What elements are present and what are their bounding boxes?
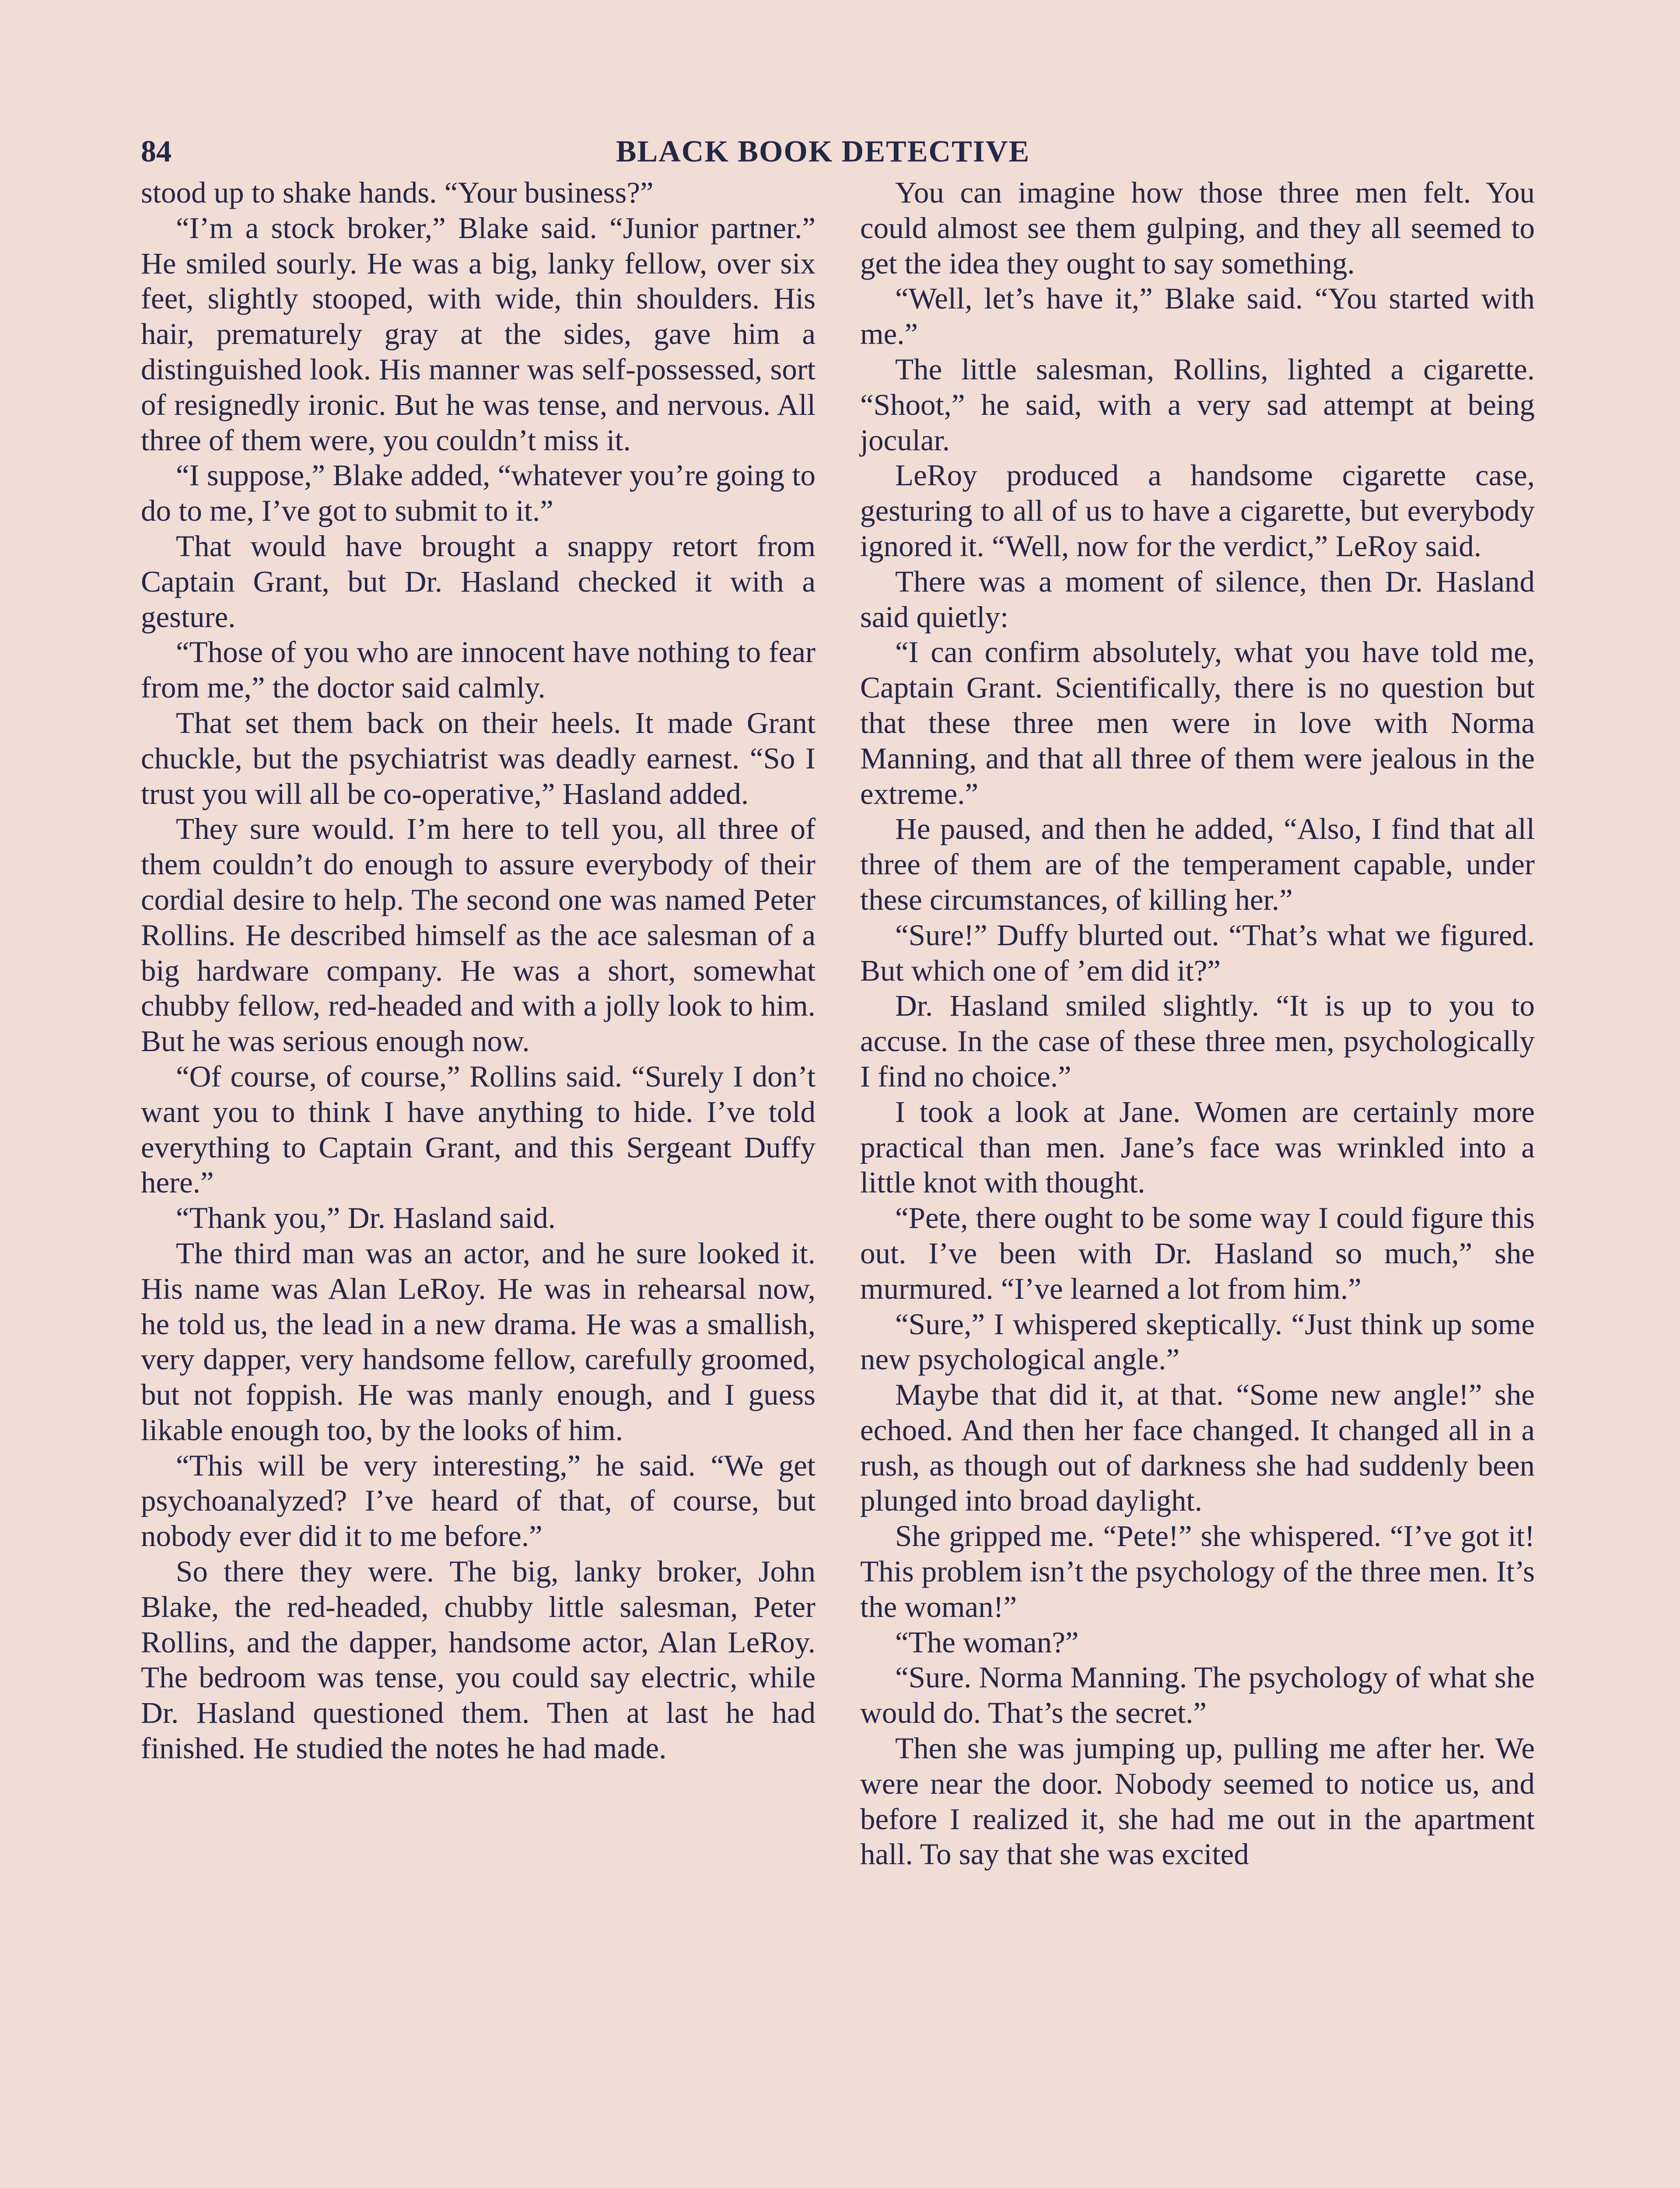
page-number: 84 [141, 135, 172, 168]
page-header [141, 130, 1505, 173]
paragraph: “I’m a stock broker,” Blake said. “Junior partner.” He smiled sourly. He was a big, lanky fellow, over six feet, slightly stooped, with wide, thin shoulders. His hair, prematurely gray at the sides, gave him a distinguished look. His manner was self-possessed, sort of resignedly ironic. But he was tense, and nervous. All three of them were, you couldn’t miss it. [141, 211, 816, 457]
paragraph: “I suppose,” Blake added, “whatever you’re going to do to me, I’ve got to submit to it.” [141, 459, 816, 528]
paragraph: “Of course, of course,” Rollins said. “Surely I don’t want you to think I have anything to hide. I’ve told everything to Captain Grant, and this Sergeant Duffy here.” [141, 1059, 816, 1199]
paragraph: So there they were. The big, lanky broker, John Blake, the red-headed, chubby little salesman, Peter Rollins, and the dapper, handsome actor, Alan LeRoy. The bedroom was tense, you could say electric, while Dr. Hasland questioned them. Then at last he had finished. He studied the notes he had made. [141, 1555, 816, 1765]
paragraph: “Sure,” I whispered skeptically. “Just think up some new psychological angle.” [860, 1307, 1535, 1376]
paragraph: The third man was an actor, and he sure looked it. His name was Alan LeRoy. He was in rehearsal now, he told us, the lead in a new drama. He was a smallish, very dapper, very handsome fellow, carefully groomed, but not foppish. He was manly enough, and I guess likable enough too, by the looks of him. [141, 1236, 816, 1447]
paragraph: She gripped me. “Pete!” she whispered. “I’ve got it! This problem isn’t the psychology of the three men. It’s the woman!” [860, 1519, 1535, 1623]
paragraph: “Pete, there ought to be some way I could figure this out. I’ve been with Dr. Hasland so much,” she murmured. “I’ve learned a lot from him.” [860, 1201, 1535, 1305]
paragraph: “Well, let’s have it,” Blake said. “You started with me.” [860, 282, 1535, 351]
paragraph: Then she was jumping up, pulling me after her. We were near the door. Nobody seemed to notice us, and before I realized it, she had me out in the apartment hall. To say that she was excited [860, 1732, 1535, 1871]
paragraph: “Sure!” Duffy blurted out. “That’s what we figured. But which one of ’em did it?” [860, 918, 1535, 987]
paragraph: Maybe that did it, at that. “Some new angle!” she echoed. And then her face changed. It changed all in a rush, as though out of darkness she had suddenly been plunged into broad daylight. [860, 1378, 1535, 1518]
paragraph: Dr. Hasland smiled slightly. “It is up to you to accuse. In the case of these three men, psychologically I find no choice.” [860, 989, 1535, 1093]
paragraph: There was a moment of silence, then Dr. Hasland said quietly: [860, 565, 1535, 634]
paragraph: “The woman?” [895, 1625, 1079, 1659]
paragraph: That set them back on their heels. It made Grant chuckle, but the psychiatrist was deadly earnest. “So I trust you will all be co-operative,” Hasland added. [141, 706, 816, 810]
paragraph: They sure would. I’m here to tell you, all three of them couldn’t do enough to assure everybody of their cordial desire to help. The second one was named Peter Rollins. He described himself as the ace salesman of a big hardware company. He was a short, somewhat chubby fellow, red-headed and with a jolly look to him. But he was serious enough now. [141, 812, 816, 1058]
paragraph: “Sure. Norma Manning. The psychology of what she would do. That’s the secret.” [860, 1661, 1535, 1730]
left-column [141, 175, 816, 1766]
paragraph: LeRoy produced a handsome cigarette case, gesturing to all of us to have a cigarette, but everybody ignored it. “Well, now for the verdict,” LeRoy said. [860, 459, 1535, 563]
paragraph: I took a look at Jane. Women are certainly more practical than men. Jane’s face was wrinkled into a little knot with thought. [860, 1095, 1535, 1199]
right-column [860, 175, 1535, 1872]
paragraph: “This will be very interesting,” he said. “We get psychoanalyzed? I’ve heard of that, of course, but nobody ever did it to me before.” [141, 1448, 816, 1553]
paragraph: That would have brought a snappy retort from Captain Grant, but Dr. Hasland checked it with a gesture. [141, 529, 816, 634]
paragraph: You can imagine how those three men felt. You could almost see them gulping, and they all seemed to get the idea they ought to say something. [860, 176, 1535, 280]
paragraph: “Those of you who are innocent have nothing to fear from me,” the doctor said calmly. [141, 635, 816, 705]
running-title: BLACK BOOK DETECTIVE [616, 135, 1030, 168]
paragraph: “Thank you,” Dr. Hasland said. [176, 1201, 556, 1235]
paragraph: “I can confirm absolutely, what you have told me, Captain Grant. Scientifically, there is no question but that these three men were in love with Norma Manning, and that all three of them were jealous in the extreme.” [860, 635, 1535, 810]
paragraph: The little salesman, Rollins, lighted a cigarette. “Shoot,” he said, with a very sad attempt at being jocular. [860, 352, 1535, 457]
paragraph: He paused, and then he added, “Also, I find that all three of them are of the temperament capable, under these circumstances, of killing her.” [860, 812, 1535, 916]
paragraph: stood up to shake hands. “Your business?” [141, 176, 654, 209]
